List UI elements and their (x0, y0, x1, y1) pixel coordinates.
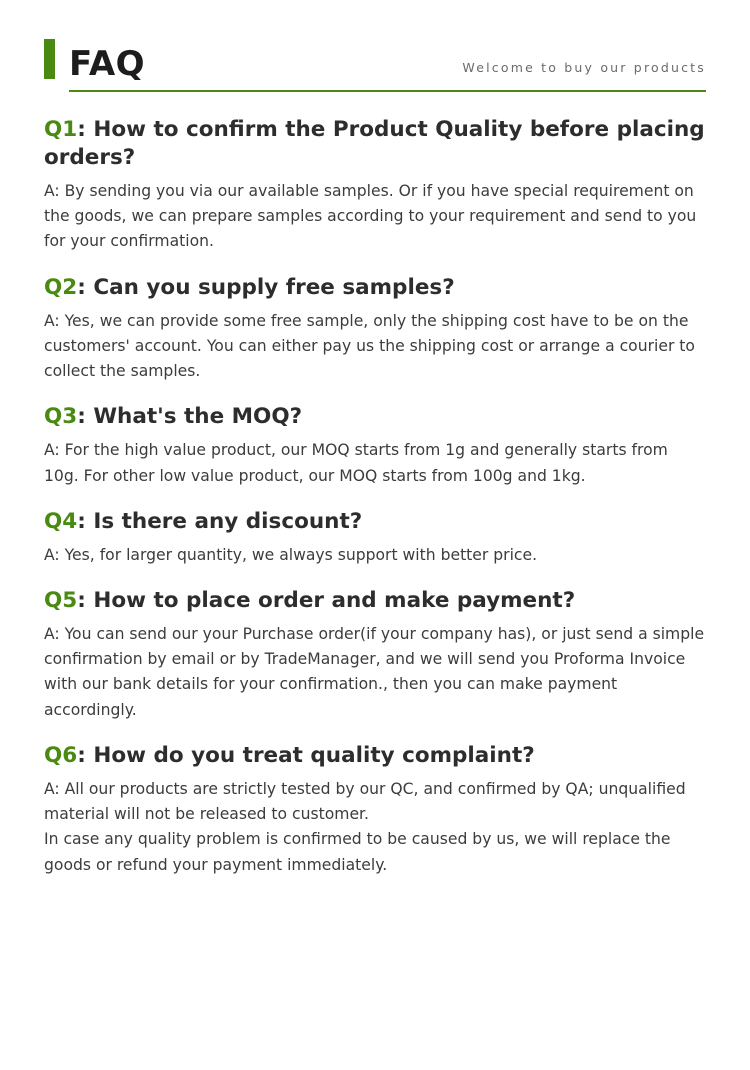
faq-question-label: Q2 (44, 274, 78, 300)
faq-answer-line: A: By sending you via our available samples. Or if you have special requirement on the goods, we can prepare samples according to your requirement and send to you for your confirmation. (44, 181, 697, 251)
faq-question (44, 742, 706, 770)
page-title: FAQ (69, 44, 146, 84)
faq-question-label: Q1 (44, 117, 78, 142)
faq-item (44, 403, 706, 488)
page-header (44, 26, 706, 82)
faq-question-text: : Is there any discount? (77, 508, 363, 534)
faq-question (44, 116, 706, 172)
faq-answer-line: A: For the high value product, our MOQ starts from 1g and generally starts from 10g. For other low value product, our MOQ starts from 100g and 1kg. (44, 441, 668, 485)
faq-question-label: Q4 (44, 508, 78, 534)
faq-question (44, 508, 706, 536)
faq-answer-line: A: Yes, for larger quantity, we always support with better price. (44, 545, 538, 564)
faq-answer-line: A: You can send our your Purchase order(if your company has), or just send a simple confirmation by email or by TradeManager, and we will send you Proforma Invoice with our bank details for your confirmation., then you can make payment accordingly. (44, 624, 705, 719)
faq-question-label: Q3 (44, 404, 78, 430)
faq-item (44, 508, 706, 568)
faq-item (44, 116, 706, 255)
faq-question (44, 403, 706, 431)
faq-question-text: : Can you supply free samples? (77, 274, 455, 300)
faq-list (44, 116, 706, 878)
faq-item (44, 274, 706, 385)
faq-question-text: : What's the MOQ? (77, 404, 303, 430)
faq-answer (44, 179, 706, 255)
faq-item (44, 587, 706, 723)
header-tagline: Welcome to buy our products (462, 60, 706, 75)
faq-question (44, 587, 706, 615)
faq-answer (44, 309, 706, 385)
faq-question-text: : How do you treat quality complaint? (77, 742, 535, 768)
faq-question-text: : How to place order and make payment? (77, 587, 576, 613)
faq-answer-line: In case any quality problem is confirmed to be caused by us, we will replace the goods or refund your payment immediately. (44, 830, 671, 874)
header-divider (69, 90, 706, 92)
faq-answer-line: A: All our products are strictly tested by our QC, and confirmed by QA; unqualified material will not be released to customer. (44, 779, 686, 824)
faq-question-label: Q6 (44, 742, 78, 768)
faq-answer (44, 777, 706, 878)
faq-answer (44, 622, 706, 723)
faq-answer (44, 543, 706, 568)
faq-question-text: : How to confirm the Product Quality before placing orders? (44, 117, 705, 170)
header-accent-bar (44, 39, 55, 79)
faq-answer (44, 438, 706, 489)
faq-question-label: Q5 (44, 587, 78, 613)
faq-answer-line: A: Yes, we can provide some free sample, only the shipping cost have to be on the customers' account. You can either pay us the shipping cost or arrange a courier to collect the samples. (44, 311, 695, 381)
faq-question (44, 274, 706, 302)
faq-item (44, 742, 706, 878)
